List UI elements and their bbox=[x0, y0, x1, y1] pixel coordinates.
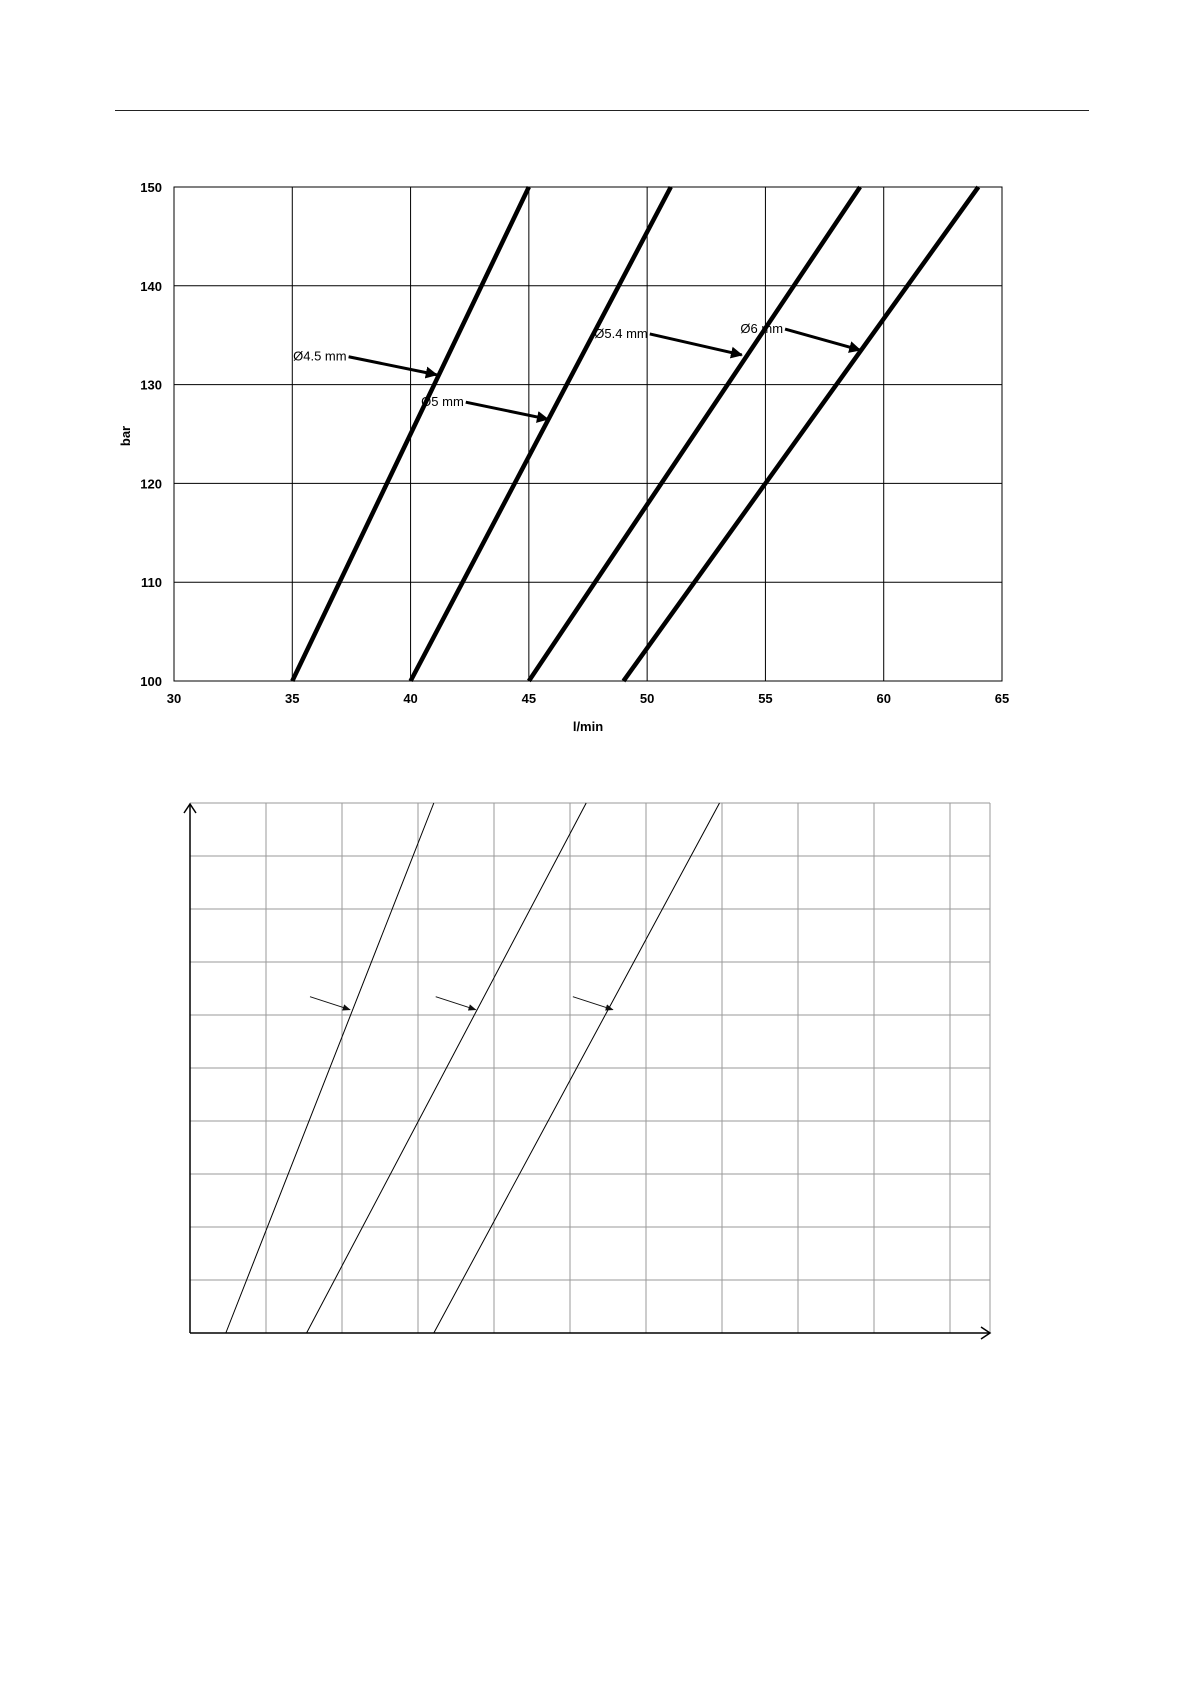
template-arrow bbox=[436, 997, 476, 1010]
template-arrow bbox=[573, 997, 613, 1010]
x-tick-label: 35 bbox=[285, 691, 300, 706]
x-tick-label: 60 bbox=[876, 691, 891, 706]
x-tick-label: 45 bbox=[521, 691, 537, 706]
y-tick-label: 110 bbox=[141, 575, 162, 591]
series-annotation-label: Ø6 mm bbox=[740, 321, 784, 337]
x-tick-label: 65 bbox=[994, 691, 1010, 706]
series-annotation-label: Ø5.4 mm bbox=[594, 325, 648, 341]
series-annotation-label: Ø4.5 mm bbox=[293, 348, 347, 364]
y-tick-label: 140 bbox=[140, 278, 162, 294]
x-tick-label: 55 bbox=[758, 691, 773, 706]
y-tick-label: 120 bbox=[140, 476, 162, 492]
x-axis-label: l/min bbox=[572, 719, 604, 734]
x-tick-label: 40 bbox=[403, 691, 418, 706]
x-tick-label: 30 bbox=[166, 691, 182, 706]
x-tick-label: 50 bbox=[639, 691, 655, 706]
y-tick-label: 130 bbox=[140, 377, 162, 393]
y-tick-label: 100 bbox=[140, 674, 162, 689]
series-annotation-label: Ø5 mm bbox=[421, 394, 464, 410]
y-axis-label: bar bbox=[118, 425, 133, 447]
template-arrow bbox=[310, 997, 350, 1010]
y-tick-label: 150 bbox=[140, 180, 162, 195]
